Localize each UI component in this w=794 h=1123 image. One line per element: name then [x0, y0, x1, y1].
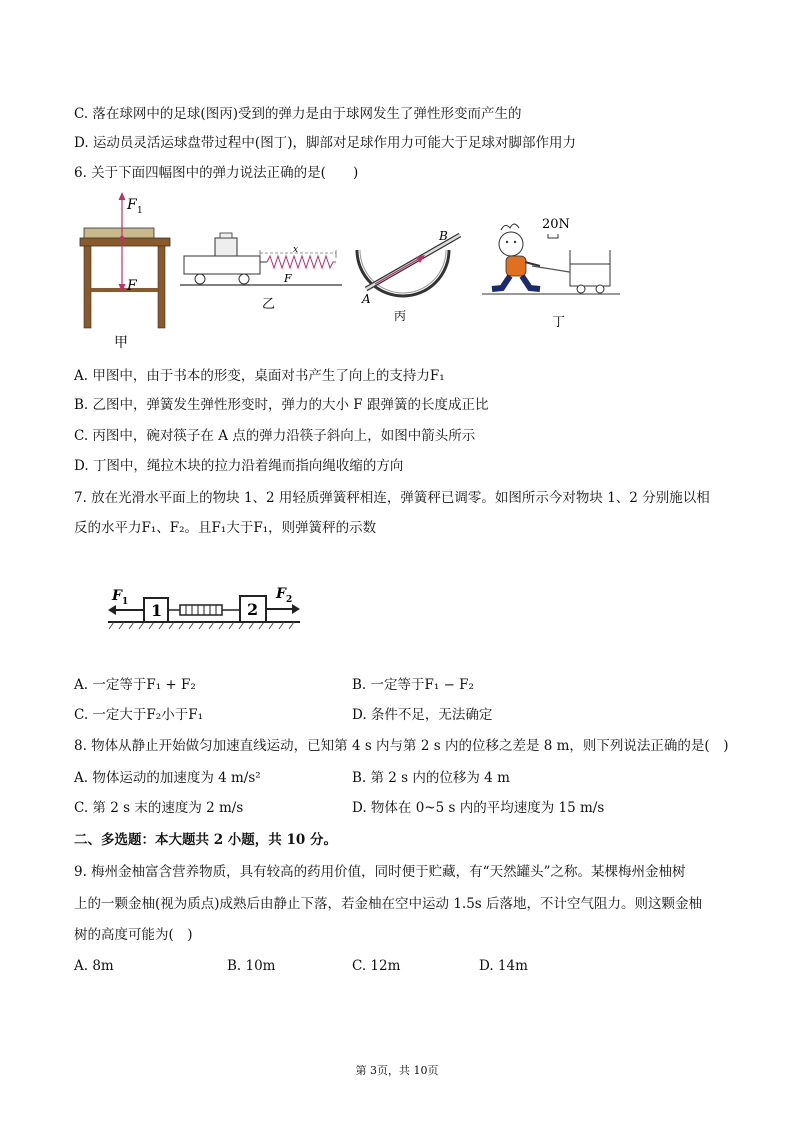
label-f1: F [127, 197, 137, 213]
q6-option-b: B. 乙图中，弹簧发生弹性形变时，弹力的大小 F 跟弹簧的长度成正比 [74, 397, 489, 413]
q9-option-a: A. 8m [74, 958, 114, 974]
q9-stem-line3: 树的高度可能为( ) [74, 927, 193, 943]
figure-jia-table [80, 192, 170, 328]
label-f: F [127, 278, 137, 294]
block-2-label: 2 [247, 600, 259, 619]
q8-option-b: B. 第 2 s 内的位移为 4 m [352, 770, 510, 786]
q8-option-a: A. 物体运动的加速度为 4 m/s² [74, 770, 261, 786]
q6-option-d: D. 丁图中，绳拉木块的拉力沿着绳而指向绳收缩的方向 [74, 458, 404, 474]
label-f1-sub: 1 [137, 206, 143, 216]
block-1-label: 1 [151, 601, 163, 620]
label-f2: F [276, 586, 286, 602]
q9-option-c: C. 12m [352, 958, 401, 974]
figure-yi-cart [180, 233, 342, 285]
q8-option-c: C. 第 2 s 末的速度为 2 m/s [74, 800, 244, 816]
q6-stem: 6. 关于下面四幅图中的弹力说法正确的是( ) [74, 165, 359, 181]
label-jia: 甲 [114, 335, 128, 350]
label-20n: 20N [542, 217, 570, 232]
q7-figure [104, 576, 304, 636]
figure-bing-bowl [357, 235, 460, 296]
label-bing: 丙 [394, 309, 407, 323]
label-point-b: B [439, 229, 448, 243]
q9-option-d: D. 14m [479, 958, 528, 974]
label-f1-sub: 1 [122, 597, 129, 607]
page-footer: 第 3页，共 10页 [355, 1064, 439, 1077]
q7-option-c: C. 一定大于F₂小于F₁ [74, 707, 203, 723]
q8-option-d: D. 物体在 0~5 s 内的平均速度为 15 m/s [352, 800, 605, 816]
q7-stem-line2: 反的水平力F₁、F₂。且F₁大于F₁，则弹簧秤的示数 [74, 520, 377, 536]
q7-stem-line1: 7. 放在光滑水平面上的物块 1、2 用轻质弹簧秤相连，弹簧秤已调零。如图所示今对物块 1、2 分别施以相 [74, 490, 710, 506]
q9-stem-line1: 9. 梅州金柚富含营养物质，具有较高的药用价值，同时便于贮藏，有“天然罐头”之称。某棵梅州金柚树 [74, 864, 686, 880]
q8-stem: 8. 物体从静止开始做匀加速直线运动，已知第 4 s 内与第 2 s 内的位移之差是 8 m，则下列说法正确的是( ) [74, 738, 729, 754]
label-yi: 乙 [262, 297, 276, 312]
q6-option-c: C. 丙图中，碗对筷子在 A 点的弹力沿筷子斜向上，如图中箭头所示 [74, 428, 476, 444]
q7-option-d: D. 条件不足，无法确定 [352, 707, 493, 723]
label-spring-f: F [284, 272, 292, 285]
q6-option-a: A. 甲图中，由于书本的形变，桌面对书产生了向上的支持力F₁ [74, 368, 445, 384]
q7-option-a: A. 一定等于F₁ + F₂ [74, 677, 196, 693]
label-x: x [293, 245, 299, 255]
q5-option-c: C. 落在球网中的足球(图丙)受到的弹力是由于球网发生了弹性形变而产生的 [74, 106, 522, 122]
label-f1: F [112, 588, 122, 604]
label-f2-sub: 2 [286, 595, 293, 605]
q5-option-d: D. 运动员灵活运球盘带过程中(图丁)，脚部对足球作用力可能大于足球对脚部作用力 [74, 135, 576, 151]
q9-stem-line2: 上的一颗金柚(视为质点)成熟后由静止下落，若金柚在空中运动 1.5s 后落地，不计空气阻力。则这颗金柚 [74, 896, 703, 912]
section-heading: 二、多选题：本大题共 2 小题，共 10 分。 [74, 832, 337, 848]
figure-ding-person-cart [482, 224, 620, 294]
label-ding: 丁 [552, 315, 566, 330]
q7-option-b: B. 一定等于F₁ − F₂ [352, 677, 474, 693]
q6-figure [70, 190, 640, 350]
q9-option-b: B. 10m [227, 958, 276, 974]
label-point-a: A [362, 292, 371, 306]
